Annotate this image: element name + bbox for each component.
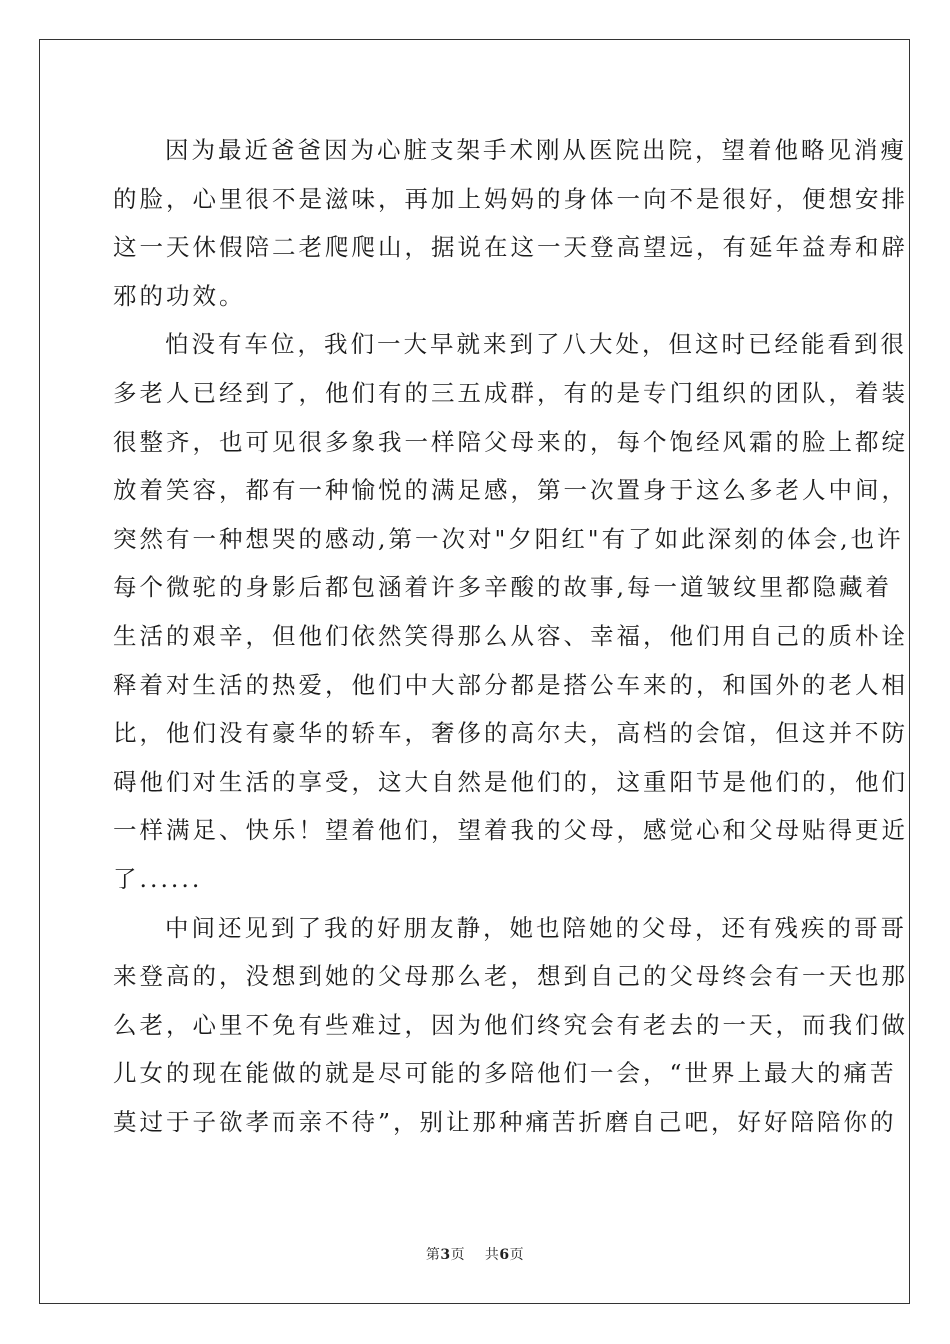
total-suffix: 页	[509, 1247, 525, 1263]
text-line: 每个微驼的身影后都包涵着许多辛酸的故事,每一道皱纹里都隐藏着	[113, 573, 892, 602]
text-line: 突然有一种想哭的感动,第一次对"夕阳红"有了如此深刻的体会,也许	[113, 524, 904, 553]
text-line: 么老，心里不免有些难过，因为他们终究会有老去的一天，而我们做	[113, 1010, 908, 1039]
text-line: 的脸，心里很不是滋味，再加上妈妈的身体一向不是很好，便想安排	[113, 184, 908, 213]
text-line: 这一天休假陪二老爬爬山，据说在这一天登高望远，有延年益寿和辟	[113, 233, 908, 262]
current-page-number: 3	[440, 1247, 451, 1263]
document-body	[113, 126, 908, 1146]
text-line: 了......	[113, 864, 203, 893]
text-line: 莫过于子欲孝而亲不待”，别让那种痛苦折磨自己吧，好好陪陪你的	[113, 1107, 897, 1136]
page-footer	[0, 1244, 950, 1264]
text-line: 很整齐，也可见很多象我一样陪父母来的，每个饱经风霜的脸上都绽	[113, 427, 908, 456]
page-prefix: 第	[425, 1247, 441, 1263]
text-line: 一样满足、快乐！望着他们，望着我的父母，感觉心和父母贴得更近	[113, 816, 908, 845]
text-line: 中间还见到了我的好朋友静，她也陪她的父母，还有残疾的哥哥	[165, 913, 907, 942]
text-line: 释着对生活的热爱，他们中大部分都是搭公车来的，和国外的老人相	[113, 670, 908, 699]
page-suffix: 页	[450, 1247, 466, 1263]
text-line: 儿女的现在能做的就是尽可能的多陪他们一会，“世界上最大的痛苦	[113, 1059, 897, 1088]
total-pages-number: 6	[499, 1247, 510, 1263]
text-line: 来登高的，没想到她的父母那么老，想到自己的父母终会有一天也那	[113, 962, 908, 991]
text-line: 生活的艰辛，但他们依然笑得那么从容、幸福，他们用自己的质朴诠	[113, 621, 908, 650]
text-line: 因为最近爸爸因为心脏支架手术刚从医院出院，望着他略见消瘦	[165, 136, 907, 164]
text-line: 怕没有车位，我们一大早就来到了八大处，但这时已经能看到很	[165, 330, 907, 359]
text-line: 放着笑容，都有一种愉悦的满足感，第一次置身于这么多老人中间，	[113, 476, 908, 505]
text-line: 比，他们没有豪华的轿车，奢侈的高尔夫，高档的会馆，但这并不防	[113, 719, 908, 748]
text-line: 多老人已经到了，他们有的三五成群，有的是专门组织的团队，着装	[113, 378, 908, 407]
text-line: 碍他们对生活的享受，这大自然是他们的，这重阳节是他们的，他们	[113, 767, 908, 796]
total-prefix: 共	[484, 1247, 500, 1263]
text-line: 邪的功效。	[113, 281, 246, 310]
